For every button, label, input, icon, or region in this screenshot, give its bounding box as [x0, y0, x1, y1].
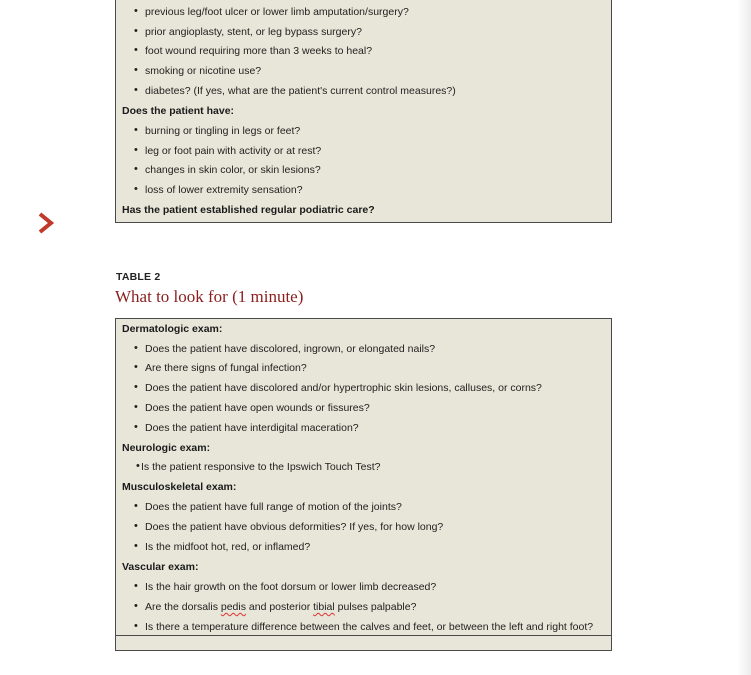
list-item: • Is the patient responsive to the Ipswich Touch Test? — [116, 461, 381, 473]
list-item: • loss of lower extremity sensation? — [116, 184, 303, 196]
list-item: • Is the hair growth on the foot dorsum or lower limb decreased? — [116, 581, 436, 593]
list-item: • Is the midfoot hot, red, or inflamed? — [116, 541, 310, 553]
list-item: • foot wound requiring more than 3 weeks to heal? — [116, 45, 372, 57]
section-heading-neuro: Neurologic exam: — [122, 442, 211, 454]
section-heading-derm: Dermatologic exam: — [122, 323, 223, 335]
list-item: • Does the patient have interdigital maceration? — [116, 422, 359, 434]
table-label: TABLE 2 — [116, 271, 161, 283]
chevron-right-icon[interactable] — [36, 212, 56, 234]
page-edge-shadow — [737, 0, 751, 675]
spellcheck-word[interactable]: tibial — [313, 601, 335, 613]
table1-box — [115, 0, 612, 223]
list-item: • prior angioplasty, stent, or leg bypass surgery? — [116, 26, 362, 38]
list-item: • Is there a temperature difference between the calves and feet, or between the left and right foot? — [116, 621, 593, 633]
text-segment: Are the dorsalis — [145, 601, 221, 613]
list-item: • Does the patient have open wounds or fissures? — [116, 402, 370, 414]
list-item: • Does the patient have obvious deformities? If yes, for how long? — [116, 521, 443, 533]
list-item: • Are there signs of fungal infection? — [116, 362, 307, 374]
list-item: • changes in skin color, or skin lesions? — [116, 164, 321, 176]
section-heading-musc: Musculoskeletal exam: — [122, 481, 237, 493]
section-heading-have: Does the patient have: — [122, 105, 235, 117]
list-item: • previous leg/foot ulcer or lower limb amputation/surgery? — [116, 6, 409, 18]
list-item: • smoking or nicotine use? — [116, 65, 261, 77]
table-title: What to look for (1 minute) — [115, 287, 304, 306]
table-bottom-row — [116, 635, 611, 650]
text-segment: and posterior — [245, 601, 314, 613]
list-item: • Does the patient have discolored, ingrown, or elongated nails? — [116, 343, 435, 355]
text-segment: pulses palpable? — [334, 601, 417, 613]
spellcheck-word[interactable]: pedis — [220, 601, 246, 613]
list-item: • burning or tingling in legs or feet? — [116, 125, 300, 137]
section-heading-podiatric: Has the patient established regular podiatric care? — [122, 204, 375, 216]
list-item: • leg or foot pain with activity or at rest? — [116, 145, 321, 157]
table2-box — [115, 318, 612, 651]
list-item: • diabetes? (If yes, what are the patient's current control measures?) — [116, 85, 456, 97]
list-item: • Does the patient have full range of motion of the joints? — [116, 501, 402, 513]
list-item: • Does the patient have discolored and/or hypertrophic skin lesions, calluses, or corns? — [116, 382, 542, 394]
list-item — [116, 601, 416, 613]
section-heading-vasc: Vascular exam: — [122, 561, 199, 573]
